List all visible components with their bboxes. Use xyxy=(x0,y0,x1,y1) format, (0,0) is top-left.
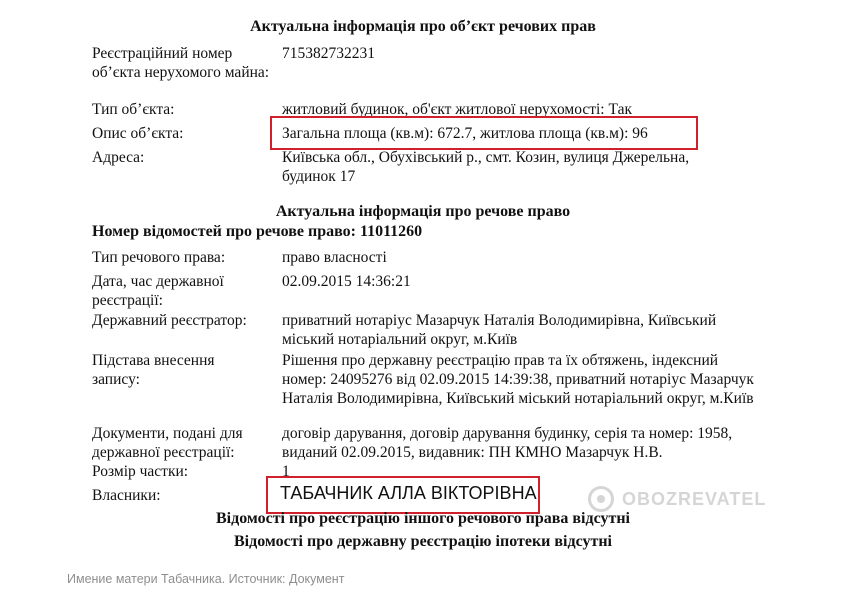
basis-label: Підстава внесення запису: xyxy=(92,352,215,388)
right-type-value: право власності xyxy=(282,249,387,266)
right-section-title: Актуальна інформація про речове право xyxy=(275,203,571,220)
documents-value: договір дарування, договір дарування будинку, серія та номер: 1958, виданий 02.09.2015, видавник: ПН КМНО Мазарчук Н.В. xyxy=(282,425,733,461)
object-description-label: Опис об’єкта: xyxy=(92,125,184,142)
object-type-label: Тип об’єкта: xyxy=(92,101,175,118)
registrar-value: приватний нотаріус Мазарчук Наталія Володимирівна, Київський міський нотаріальний округ, м.Київ xyxy=(282,312,717,348)
registration-date-value: 02.09.2015 14:36:21 xyxy=(282,273,411,290)
documents-label: Документи, подані для державної реєстрації: xyxy=(92,425,243,461)
reg-number-value: 715382732231 xyxy=(282,45,375,62)
right-type-label: Тип речового права: xyxy=(92,249,226,266)
obozrevatel-logo-icon xyxy=(588,486,614,512)
owner-name-value: ТАБАЧНИК АЛЛА ВІКТОРІВНА xyxy=(280,483,537,503)
share-size-value: 1 xyxy=(282,463,290,480)
watermark-text: OBOZREVATEL xyxy=(622,488,767,509)
basis-value: Рішення про державну реєстрацію прав та їх обтяжень, індексний номер: 24095276 від 02.09.2015 14:39:38, приватний нотаріус Мазарчук Наталія Володимирівна, Київський міський нотаріальний округ, м.Київ xyxy=(282,352,754,407)
share-size-label: Розмір частки: xyxy=(92,463,189,480)
owners-label: Власники: xyxy=(92,487,161,504)
object-section-title: Актуальна інформація про об’єкт речових прав xyxy=(250,18,596,35)
mortgage-note: Відомості про державну реєстрацію іпотеки відсутні xyxy=(234,533,612,550)
registration-date-label: Дата, час державної реєстрації: xyxy=(92,273,224,309)
reg-number-label: Реєстраційний номер об’єкта нерухомого майна: xyxy=(92,45,270,81)
address-label: Адреса: xyxy=(92,149,145,166)
right-number-heading: Номер відомостей про речове право: 11011260 xyxy=(92,223,423,240)
other-right-note: Відомості про реєстрацію іншого речового права відсутні xyxy=(216,510,630,527)
object-type-value: житловий будинок, об'єкт житлової нерухомості: Так xyxy=(282,101,632,118)
object-description-value: Загальна площа (кв.м): 672.7, житлова площа (кв.м): 96 xyxy=(282,125,648,142)
area-highlight-box xyxy=(270,116,698,150)
address-value: Київська обл., Обухівський р., смт. Козин, вулиця Джерельна, будинок 17 xyxy=(282,149,690,185)
registrar-label: Державний реєстратор: xyxy=(92,312,247,329)
image-caption: Имение матери Табачника. Источник: Документ xyxy=(67,572,345,586)
